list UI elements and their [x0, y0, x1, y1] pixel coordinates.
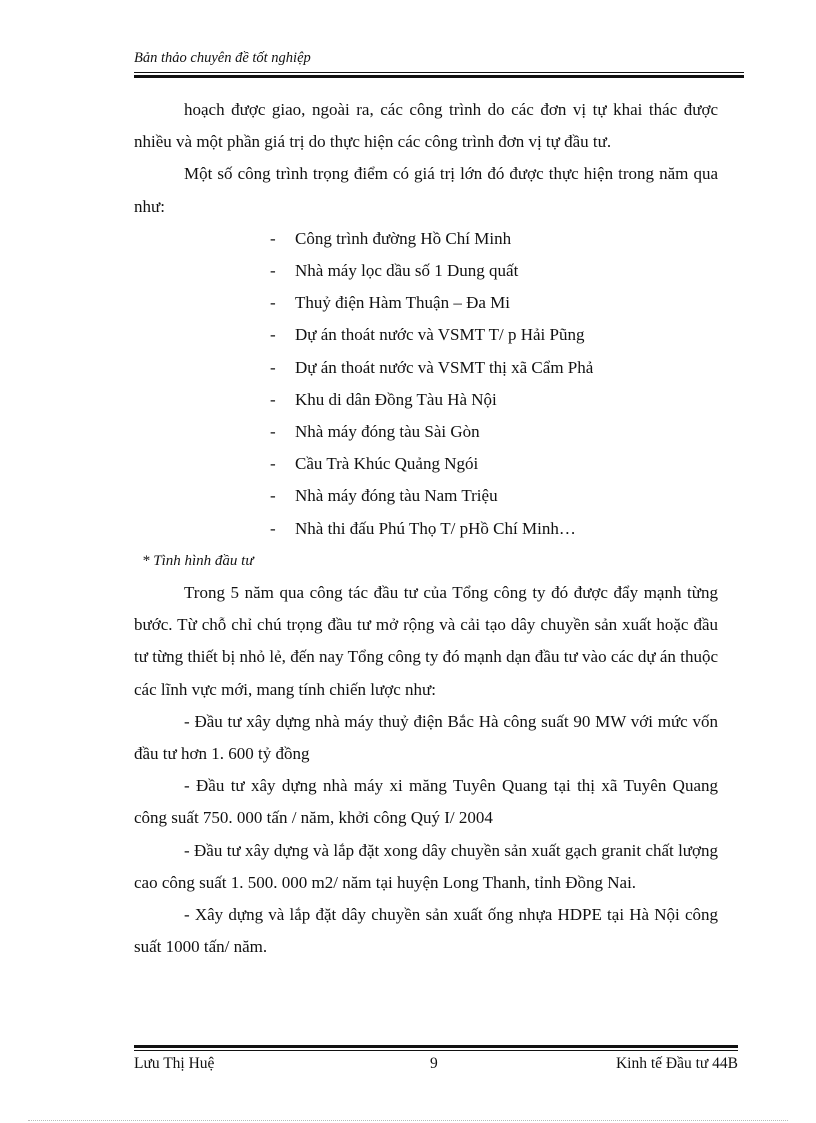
bullet-dash: - [270, 422, 276, 442]
footer-page-number: 9 [430, 1055, 438, 1072]
bullet-dash: - [270, 518, 276, 538]
list-item [270, 319, 718, 351]
list-item [270, 384, 718, 416]
bullet-dash: - [270, 261, 276, 281]
list-item [270, 223, 718, 255]
page-header-title: Bản thảo chuyên đề tốt nghiệp [134, 50, 311, 66]
investment-item: - Đầu tư xây dựng nhà máy xi măng Tuyên Quang tại thị xã Tuyên Quang công suất 750. 000 tấn / năm, khởi công Quý I/ 2004 [134, 776, 718, 828]
bullet-dash: - [270, 454, 276, 474]
project-name: Công trình đường Hồ Chí Minh [295, 228, 512, 248]
investment-item: - Đầu tư xây dựng và lắp đặt xong dây chuyền sản xuất gạch granit chất lượng cao công suất 1. 500. 000 m2/ năm tại huyện Long Thanh, tỉnh Đồng Nai. [134, 840, 718, 892]
project-name: Nhà máy lọc dầu số 1 Dung quất [295, 261, 519, 281]
project-name: Thuỷ điện Hàm Thuận – Đa Mi [295, 293, 510, 313]
list-item [270, 287, 718, 319]
list-item [270, 513, 718, 545]
header-rule-thick [134, 75, 744, 78]
list-item [270, 448, 718, 480]
footer-rule-thick [134, 1045, 738, 1048]
project-name: Nhà máy đóng tàu Sài Gòn [295, 422, 480, 442]
bullet-dash: - [270, 293, 276, 313]
bullet-dash: - [270, 228, 276, 248]
project-name: Nhà máy đóng tàu Nam Triệu [295, 486, 498, 506]
section-heading-investment: * Tình hình đầu tư [142, 552, 254, 569]
paragraph-continuation: hoạch được giao, ngoài ra, các công trình do các đơn vị tự khai thác được nhiều và một phần giá trị do thực hiện các công trình đơn vị tự đầu tư. [134, 100, 718, 152]
bullet-dash: - [270, 486, 276, 506]
bullet-dash: - [270, 357, 276, 377]
investment-item: - Đầu tư xây dựng nhà máy thuỷ điện Bắc Hà công suất 90 MW với mức vốn đầu tư hơn 1. 600 tỷ đồng [134, 711, 718, 764]
paragraph-key-projects-intro: Một số công trình trọng điểm có giá trị lớn đó được thực hiện trong năm qua như: [134, 164, 718, 216]
bullet-dash: - [270, 325, 276, 345]
project-name: Dự án thoát nước và VSMT thị xã Cẩm Phả [295, 357, 594, 377]
project-name: Nhà thi đấu Phú Thọ T/ pHồ Chí Minh… [295, 518, 576, 538]
list-item [270, 416, 718, 448]
bullet-dash: - [270, 389, 276, 409]
investment-item: - Xây dựng và lắp đặt dây chuyền sản xuất ống nhựa HDPE tại Hà Nội công suất 1000 tấn/ năm. [134, 905, 718, 957]
page-bottom-dotted-edge [28, 1120, 788, 1121]
footer-author: Lưu Thị Huệ [134, 1055, 215, 1072]
header-rule-thin [134, 72, 744, 73]
project-name: Dự án thoát nước và VSMT T/ p Hải Pũng [295, 325, 585, 345]
footer-rule-thin [134, 1050, 738, 1051]
project-name: Khu di dân Đồng Tàu Hà Nội [295, 389, 497, 409]
document-body [134, 94, 718, 963]
list-item [270, 352, 718, 384]
project-name: Cầu Trà Khúc Quảng Ngói [295, 454, 479, 474]
list-item [270, 255, 718, 287]
project-list [134, 223, 718, 545]
paragraph-investment-overview: Trong 5 năm qua công tác đầu tư của Tổng công ty đó được đẩy mạnh từng bước. Từ chỗ chỉ chú trọng đầu tư mở rộng và cải tạo dây chuyền sản xuất hoặc đầu tư từng thiết bị nhỏ lẻ, đến nay Tổng công ty đó mạnh dạn đầu tư vào các dự án thuộc các lĩnh vực mới, mang tính chiến lược như: [134, 583, 718, 699]
list-item [270, 480, 718, 512]
footer-class-name: Kinh tế Đầu tư 44B [615, 1055, 738, 1072]
